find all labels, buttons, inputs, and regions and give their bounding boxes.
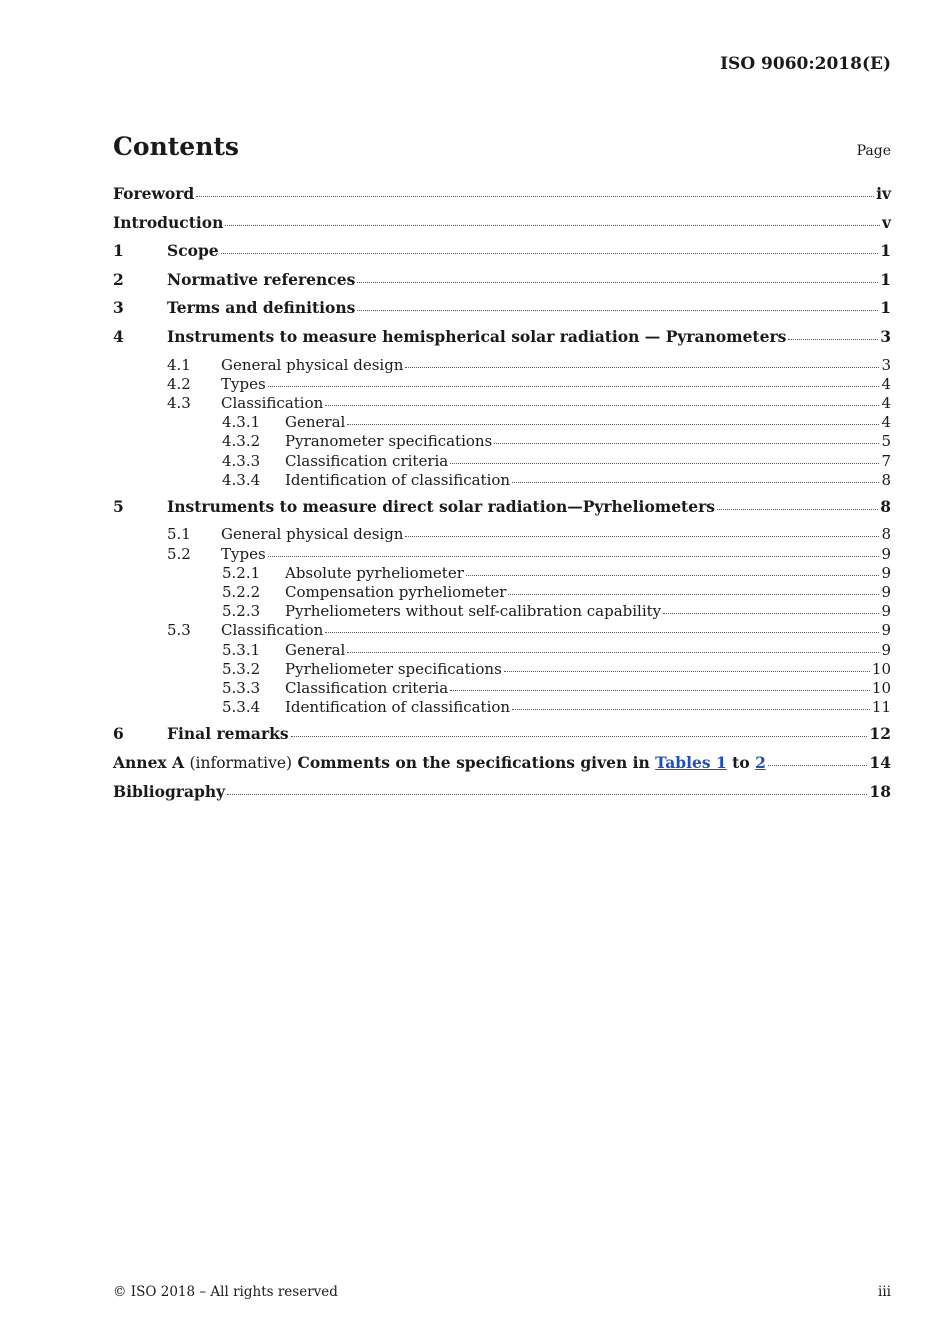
- page-title: Contents: [113, 132, 240, 161]
- dot-leader: [768, 764, 868, 766]
- toc-entry-5-2-3[interactable]: [113, 602, 891, 621]
- toc-entry-pyrheliometers[interactable]: [113, 497, 891, 526]
- dot-leader: [227, 793, 867, 795]
- toc-entry-title: General physical design: [221, 355, 404, 374]
- toc-entry-page: 1: [880, 241, 891, 261]
- toc-entry-number: 4.3.3: [222, 451, 261, 470]
- toc-entry-number: 5: [113, 496, 124, 516]
- toc-entry-number: 4.3: [167, 393, 191, 412]
- toc-entry-5-3[interactable]: [113, 621, 891, 640]
- toc-entry-title: Bibliography: [113, 781, 226, 801]
- toc-entry-page: 8: [880, 496, 891, 516]
- toc-entry-title: Pyranometer specifications: [285, 432, 493, 451]
- dot-leader: [466, 574, 880, 576]
- page-footer: [113, 1284, 891, 1300]
- toc-entry-page: 10: [871, 678, 891, 697]
- toc-entry-title: Classification: [221, 621, 324, 640]
- toc-entry-page: 9: [881, 583, 891, 602]
- toc-entry-number: 5.3.4: [222, 698, 261, 717]
- toc-entry-page: 12: [869, 724, 891, 744]
- toc-entry-number: 5.1: [167, 525, 191, 544]
- dot-leader: [357, 309, 878, 311]
- dot-leader: [450, 689, 870, 691]
- toc-entry-title: Terms and definitions: [167, 298, 356, 318]
- toc-entry-number: 5.3.3: [222, 678, 261, 697]
- contents-heading-row: [113, 132, 891, 161]
- table-of-contents: [113, 184, 891, 810]
- toc-entry-number: 2: [113, 269, 124, 289]
- toc-entry-page: 4: [881, 374, 891, 393]
- page-number: iii: [878, 1284, 891, 1300]
- annex-title: Comments on the specifications given in: [297, 752, 650, 772]
- toc-entry-title: Absolute pyrheliometer: [285, 563, 464, 582]
- toc-entry-page: 5: [881, 432, 891, 451]
- dot-leader: [504, 670, 870, 672]
- toc-entry-4-3-3[interactable]: [113, 452, 891, 471]
- toc-entry-title: Compensation pyrheliometer: [285, 583, 507, 602]
- dot-leader: [717, 508, 878, 510]
- toc-entry-terms-and-definitions[interactable]: [113, 298, 891, 327]
- toc-entry-number: 1: [113, 241, 124, 261]
- toc-entry-number: 5.2: [167, 544, 191, 563]
- toc-entry-number: 3: [113, 298, 124, 318]
- toc-entry-title: Pyrheliometer specifications: [285, 659, 502, 678]
- toc-entry-5-2-1[interactable]: [113, 564, 891, 583]
- toc-entry-foreword[interactable]: [113, 184, 891, 213]
- toc-entry-title: Identification of classification: [285, 470, 511, 489]
- toc-entry-page: 3: [880, 326, 891, 346]
- toc-entry-4-3-2[interactable]: [113, 432, 891, 451]
- toc-entry-number: 5.3.2: [222, 659, 261, 678]
- toc-entry-annex-a[interactable]: [113, 753, 891, 782]
- toc-entry-4-3-4[interactable]: [113, 471, 891, 490]
- toc-entry-introduction[interactable]: [113, 213, 891, 242]
- dot-leader: [325, 404, 879, 406]
- toc-entry-normative-references[interactable]: [113, 270, 891, 299]
- dot-leader: [268, 385, 880, 387]
- toc-entry-page: 18: [869, 781, 891, 801]
- toc-entry-page: 14: [869, 752, 891, 772]
- toc-entry-page: 8: [881, 470, 891, 489]
- dot-leader: [508, 593, 879, 595]
- toc-entry-title: Normative references: [167, 269, 356, 289]
- toc-entry-page: 7: [881, 451, 891, 470]
- toc-entry-4-3[interactable]: [113, 394, 891, 413]
- annex-kind: (informative): [189, 753, 293, 772]
- toc-entry-title: Types: [221, 374, 266, 393]
- toc-entry-5-3-4[interactable]: [113, 698, 891, 717]
- dot-leader: [663, 612, 879, 614]
- toc-entry-number: 6: [113, 724, 124, 744]
- toc-entry-number: 5.2.1: [222, 563, 261, 582]
- toc-entry-number: 4.1: [167, 355, 191, 374]
- toc-entry-page: 9: [881, 602, 891, 621]
- dot-leader: [347, 651, 879, 653]
- toc-entry-page: iv: [876, 184, 891, 203]
- toc-entry-5-3-1[interactable]: [113, 641, 891, 660]
- toc-entry-bibliography[interactable]: [113, 782, 891, 811]
- toc-entry-page: 11: [871, 698, 891, 717]
- toc-entry-page: 9: [881, 640, 891, 659]
- dot-leader: [512, 708, 870, 710]
- toc-entry-page: 1: [880, 298, 891, 318]
- dot-leader: [450, 462, 879, 464]
- toc-entry-title: Types: [221, 544, 266, 563]
- toc-entry-number: 4.3.1: [222, 413, 261, 432]
- toc-entry-number: 5.2.3: [222, 602, 261, 621]
- toc-entry-5-1[interactable]: [113, 525, 891, 544]
- toc-entry-4-3-1[interactable]: [113, 413, 891, 432]
- toc-entry-title: Instruments to measure direct solar radiation—Pyrheliometers: [167, 496, 715, 516]
- toc-entry-title: Scope: [167, 241, 219, 261]
- toc-entry-page: 9: [881, 544, 891, 563]
- toc-entry-title: Pyrheliometers without self-calibration capability: [285, 602, 662, 621]
- toc-entry-page: 4: [881, 393, 891, 412]
- toc-entry-title: General: [285, 413, 346, 432]
- toc-entry-5-3-3[interactable]: [113, 679, 891, 698]
- dot-leader: [405, 366, 879, 368]
- toc-entry-5-3-2[interactable]: [113, 660, 891, 679]
- dot-leader: [325, 631, 879, 633]
- toc-entry-title: General: [285, 640, 346, 659]
- toc-entry-page: 8: [881, 525, 891, 544]
- toc-entry-5-2[interactable]: [113, 545, 891, 564]
- toc-entry-title: Final remarks: [167, 724, 289, 744]
- toc-entry-page: 3: [881, 355, 891, 374]
- toc-entry-number: 4: [113, 326, 124, 346]
- toc-entry-page: 10: [871, 659, 891, 678]
- dot-leader: [225, 224, 880, 226]
- dot-leader: [512, 481, 879, 483]
- toc-entry-final-remarks[interactable]: [113, 724, 891, 753]
- dot-leader: [196, 195, 874, 197]
- dot-leader: [494, 442, 879, 444]
- toc-entry-title: Identification of classification: [285, 698, 511, 717]
- toc-entry-title: Classification: [221, 393, 324, 412]
- toc-entry-number: 5.2.2: [222, 583, 261, 602]
- document-id: ISO 9060:2018(E): [720, 54, 891, 74]
- toc-entry-title: [113, 753, 766, 772]
- toc-entry-page: 9: [881, 563, 891, 582]
- toc-entry-number: 5.3: [167, 621, 191, 640]
- toc-entry-4-1[interactable]: [113, 356, 891, 375]
- dot-leader: [357, 281, 878, 283]
- toc-entry-number: 4.3.2: [222, 432, 261, 451]
- toc-entry-page: v: [881, 212, 891, 232]
- dot-leader: [347, 423, 879, 425]
- toc-entry-page: 9: [881, 621, 891, 640]
- toc-entry-title: Classification criteria: [285, 451, 449, 470]
- toc-entry-5-2-2[interactable]: [113, 583, 891, 602]
- toc-entry-title: Instruments to measure hemispherical solar radiation — Pyranometers: [167, 326, 787, 346]
- toc-entry-number: 4.2: [167, 374, 191, 393]
- tables-1-link[interactable]: Tables 1: [655, 752, 727, 772]
- toc-entry-number: 5.3.1: [222, 640, 261, 659]
- toc-entry-page: 1: [880, 269, 891, 289]
- toc-entry-scope[interactable]: [113, 241, 891, 270]
- toc-entry-title: Introduction: [113, 212, 224, 232]
- copyright-notice: © ISO 2018 – All rights reserved: [113, 1284, 338, 1300]
- dot-leader: [221, 252, 879, 254]
- dot-leader: [405, 535, 879, 537]
- toc-entry-pyranometers[interactable]: [113, 327, 891, 356]
- toc-entry-title: Classification criteria: [285, 678, 449, 697]
- dot-leader: [268, 555, 880, 557]
- toc-entry-4-2[interactable]: [113, 375, 891, 394]
- page-column-label: Page: [856, 143, 891, 159]
- toc-entry-page: 4: [881, 413, 891, 432]
- dot-leader: [291, 735, 868, 737]
- dot-leader: [788, 338, 878, 340]
- toc-entry-title: General physical design: [221, 525, 404, 544]
- annex-label: Annex A: [113, 752, 185, 772]
- annex-to: to: [732, 752, 750, 772]
- toc-entry-title: Foreword: [113, 184, 195, 203]
- toc-entry-number: 4.3.4: [222, 470, 261, 489]
- table-2-link[interactable]: 2: [755, 752, 766, 772]
